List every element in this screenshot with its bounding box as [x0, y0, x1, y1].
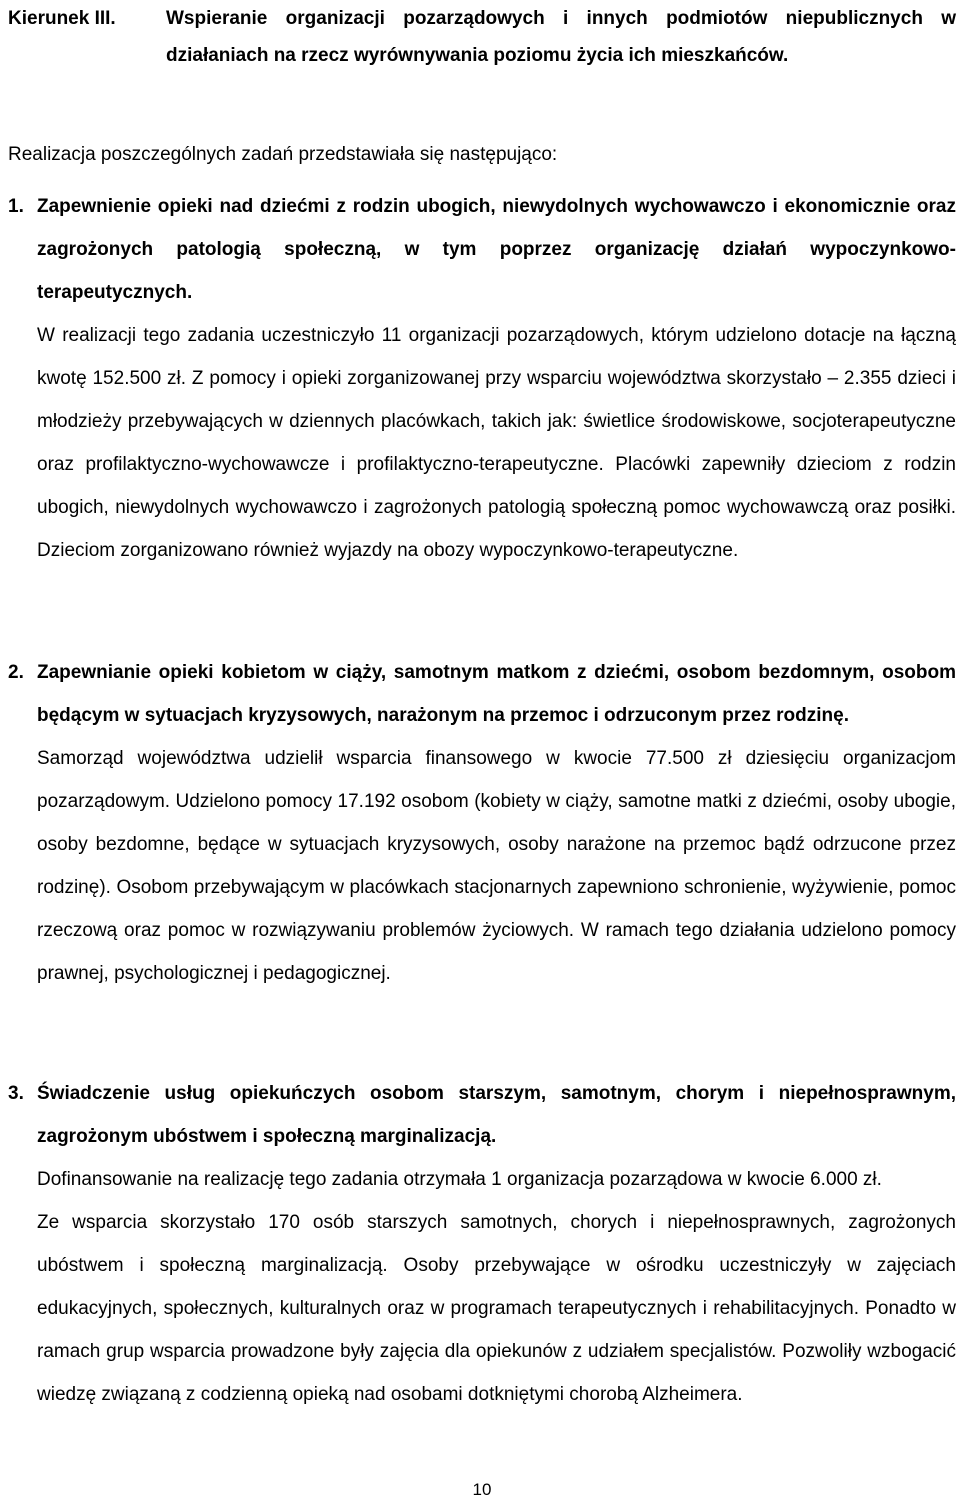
page-number: 10: [472, 1480, 492, 1499]
intro-text: Realizacja poszczególnych zadań przedstawiała się następująco:: [8, 144, 558, 165]
direction-label: Kierunek III.: [8, 8, 116, 29]
item-paragraph: Samorząd województwa udzielił wsparcia finansowego w kwocie 77.500 zł dziesięciu organizacjom pozarządowym. Udzielono pomocy 17.192 osobom (kobiety w ciąży, samotne matki z dziećmi, osoby ubogie, osoby bezdomne, będące w sytuacjach kryzysowych, osoby narażone na przemoc bądź odrzucone przez rodzinę). Osobom przebywającym w placówkach stacjonarnych zapewniono schronienie, wyżywienie, pomoc rzeczową oraz pomoc w rozwiązywaniu problemów życiowych. W ramach tego działania udzielono pomocy prawnej, psychologicznej i pedagogicznej.: [37, 748, 956, 984]
item-paragraph: Dofinansowanie na realizację tego zadania otrzymała 1 organizacja pozarządowa w kwocie 6.000 zł.: [37, 1169, 882, 1190]
item-number: 1.: [8, 196, 24, 217]
item-paragraph: Ze wsparcia skorzystało 170 osób starszych samotnych, chorych i niepełnosprawnych, zagrożonych ubóstwem i społeczną marginalizacją. Osoby przebywające w ośrodku uczestniczyły w zajęciach edukacyjnych, społecznych, kulturalnych oraz w programach terapeutycznych i rehabilitacyjnych. Ponadto w ramach grup wsparcia prowadzone były zajęcia dla opiekunów z udziałem specjalistów. Pozwoliły wzbogacić wiedzę związaną z codzienną opieką nad osobami dotkniętymi chorobą Alzheimera.: [37, 1212, 956, 1405]
list-item: [8, 185, 956, 572]
item-title: Świadczenie usług opiekuńczych osobom starszym, samotnym, chorym i niepełnosprawnym, zagrożonym ubóstwem i społeczną marginalizacją.: [37, 1083, 956, 1147]
item-number: 3.: [8, 1083, 24, 1104]
direction-title: Wspieranie organizacji pozarządowych i innych podmiotów niepublicznych w działaniach na rzecz wyrównywania poziomu życia ich mieszkańców.: [166, 8, 956, 66]
item-title: Zapewnianie opieki kobietom w ciąży, samotnym matkom z dziećmi, osobom bezdomnym, osobom będącym w sytuacjach kryzysowych, narażonym na przemoc i odrzuconym przez rodzinę.: [37, 662, 956, 726]
list-item: [8, 651, 956, 995]
item-number: 2.: [8, 662, 24, 683]
direction-heading: [8, 0, 956, 74]
item-title: Zapewnienie opieki nad dziećmi z rodzin ubogich, niewydolnych wychowawczo i ekonomicznie oraz zagrożonych patologią społeczną, w tym poprzez organizację działań wypoczynkowo-terapeutycznych.: [37, 196, 956, 303]
item-paragraph: W realizacji tego zadania uczestniczyło 11 organizacji pozarządowych, którym udzielono dotacje na łączną kwotę 152.500 zł. Z pomocy i opieki zorganizowanej przy wsparciu województwa skorzystało – 2.355 dzieci i młodzieży przebywających w dziennych placówkach, takich jak: świetlice środowiskowe, socjoterapeutyczne oraz profilaktyczno-wychowawcze i profilaktyczno-terapeutyczne. Placówki zapewniły dzieciom z rodzin ubogich, niewydolnych wychowawczo i zagrożonych patologią społeczną pomoc wychowawczą oraz posiłki. Dzieciom zorganizowano również wyjazdy na obozy wypoczynkowo-terapeutyczne.: [37, 325, 956, 561]
list-item: [8, 1072, 956, 1416]
